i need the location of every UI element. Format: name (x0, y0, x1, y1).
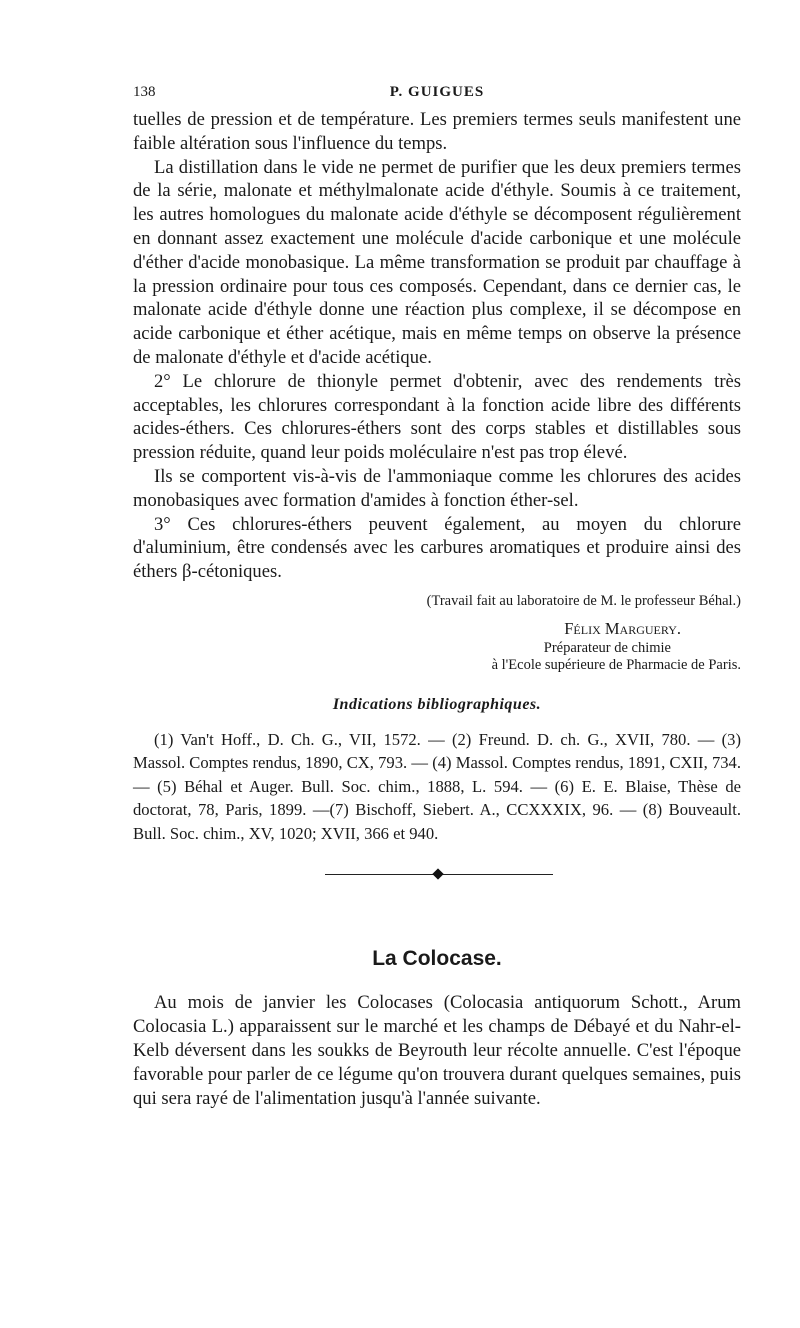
diamond-ornament-icon (432, 869, 443, 880)
section-paragraph: Au mois de janvier les Colocases (Colocasia antiquorum Schott., Arum Colocasia L.) apparaissent sur le marché et les champs de Débayé et du Nahr-el-Kelb déversent dans les soukks de Beyrouth leur récolte annuelle. C'est l'époque favorable pour parler de ce légume qu'on trouvera durant quelques semaines, puis qui sera rayé de l'alimentation jusqu'à l'année suivante. (133, 992, 741, 1109)
lab-credit: (Travail fait au laboratoire de M. le professeur Béhal.) (426, 592, 741, 609)
page-number: 138 (133, 84, 156, 100)
bibliography-heading: Indications bibliographiques. (332, 695, 542, 713)
author-title: Préparateur de chimie (543, 639, 671, 656)
document-page (133, 84, 741, 1110)
section-divider (133, 865, 741, 885)
paragraph-continuation: tuelles de pression et de température. Les premiers termes seuls manifestent une faible altération sous l'influence du temps. (133, 109, 741, 154)
page-header (133, 84, 741, 108)
paragraph-distillation: La distillation dans le vide ne permet de purifier que les deux premiers termes de la série, malonate et méthylmalonate acide d'éthyle. Soumis à ce traitement, les autres homologues du malonate acide d'éthyle se décomposent régulièrement en donnant assez exactement une molécule d'acide carbonique et une molécule d'éther d'acide monobasique. La même transformation se produit par chauffage à la pression ordinaire pour tous ces composés. Cependant, dans ce dernier cas, le malonate acide d'éthyle donne une réaction plus complexe, il se décompose en acide carbonique et éther acétique, mais en même temps on observe la présence de malonate d'éthyle et d'acide acétique. (133, 156, 741, 368)
author-affiliation: à l'Ecole supérieure de Pharmacie de Paris. (491, 656, 741, 673)
running-title: P. GUIGUES (389, 84, 485, 100)
section-title: La Colocase. (372, 947, 502, 971)
bibliography-list: (1) Van't Hoff., D. Ch. G., VII, 1572. — (2) Freund. D. ch. G., XVII, 780. — (3) Massol. Comptes rendus, 1890, CX, 793. — (4) Massol. Comptes rendus, 1891, CXII, 734. — (5) Béhal et Auger. Bull. Soc. chim., 1888, L. 594. — (6) E. E. Blaise, Thèse de doctorat, 78, Paris, 1899. —(7) Bischoff, Siebert. A., CCXXXIX, 96. — (8) Bouveault. Bull. Soc. chim., XV, 1020; XVII, 366 et 940. (133, 729, 741, 843)
paragraph-thionyl-chloride: 2° Le chlorure de thionyle permet d'obtenir, avec des rendements très acceptables, les chlorures correspondant à la fonction acide libre des différents acides-éthers. Ces chlorures-éthers sont des corps stables et distillables sous pression réduite, quand leur poids moléculaire n'est pas trop élevé. (133, 370, 741, 464)
author-signature (133, 618, 741, 640)
author-name: Félix Marguery. (564, 618, 681, 638)
paragraph-aluminium-chloride: 3° Ces chlorures-éthers peuvent également, au moyen du chlorure d'aluminium, être condensés avec les carbures aromatiques et produire ainsi des éthers β-cétoniques. (133, 513, 741, 583)
paragraph-ammonia: Ils se comportent vis-à-vis de l'ammoniaque comme les chlorures des acides monobasiques avec formation d'amides à fonction éther-sel. (133, 465, 741, 511)
